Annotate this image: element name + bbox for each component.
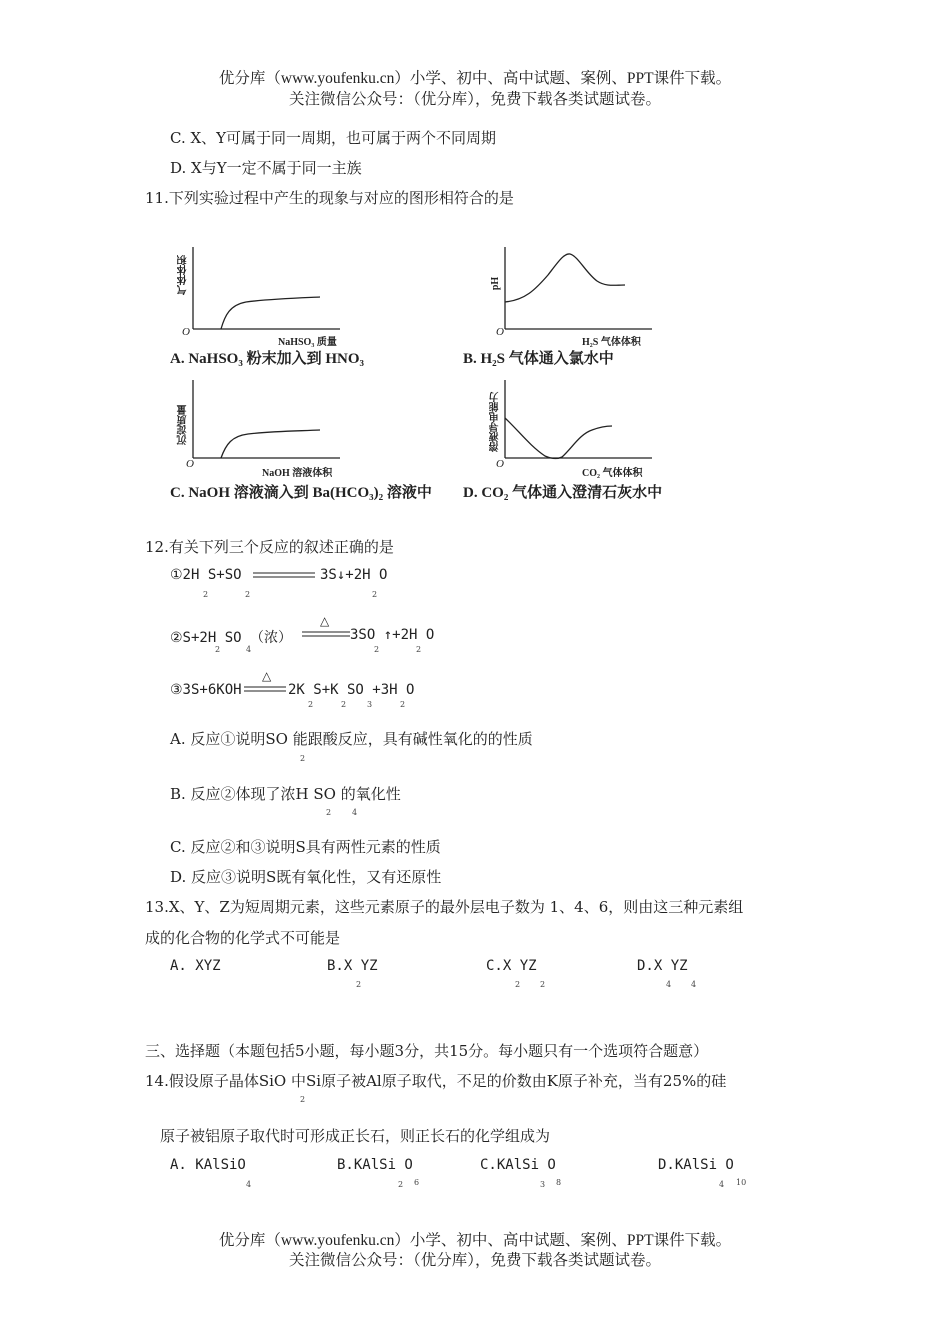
chart-c-caption: C. NaOH 溶液滴入到 Ba(HCO₃)₂ 溶液中 bbox=[170, 485, 432, 501]
q12-option-c: C. 反应②和③说明S具有两性元素的性质 bbox=[170, 838, 441, 856]
chart-c-ylabel: 沉淀质量 bbox=[178, 405, 189, 445]
chart-b-caption: B. H₂S 气体通入氯水中 bbox=[463, 351, 614, 367]
chart-b-xlabel: H₂S 气体体积 bbox=[582, 337, 641, 348]
footer-line-2: 关注微信公众号：（优分库），免费下载各类试题试卷。 bbox=[288, 1252, 661, 1269]
reaction-1-lhs: ①2H S+SO bbox=[170, 567, 242, 583]
reaction-2-sub-1: 2 bbox=[215, 645, 221, 654]
reaction-3-sub-2: 2 bbox=[341, 700, 347, 709]
section-3-title: 三、选择题（本题包括5小题，每小题3分，共15分。每小题只有一个选项符合题意） bbox=[145, 1042, 709, 1060]
q14-option-a: A. KAlSiO bbox=[170, 1157, 246, 1173]
reaction-1-equals bbox=[253, 571, 317, 581]
q12-option-a-sub: 2 bbox=[300, 754, 306, 763]
chart-b-curve bbox=[505, 254, 625, 302]
q14-option-b-sub-1: 2 bbox=[398, 1180, 404, 1189]
chart-d-curve bbox=[505, 418, 612, 458]
q14-option-d-sub-2: 10 bbox=[736, 1178, 747, 1187]
q13-stem-line-1: 13.X、Y、Z为短周期元素，这些元素原子的最外层电子数为 1、4、6，则由这三种元素组 bbox=[145, 898, 744, 916]
q13-option-d: D.X YZ bbox=[637, 958, 688, 974]
q13-option-b: B.X YZ bbox=[327, 958, 378, 974]
reaction-3-condition: △ bbox=[262, 669, 272, 683]
reaction-2-rhs: 3SO ↑+2H O bbox=[350, 627, 435, 643]
reaction-2-condition: △ bbox=[320, 614, 330, 628]
q13-option-b-sub: 2 bbox=[356, 980, 362, 989]
reaction-2-sub-2: 4 bbox=[246, 645, 252, 654]
q13-option-c-sub-2: 2 bbox=[540, 980, 546, 989]
q12-option-b-sub-2: 4 bbox=[352, 808, 358, 817]
q14-stem-line-2: 原子被铝原子取代时可形成正长石，则正长石的化学组成为 bbox=[160, 1127, 551, 1145]
chart-a-caption: A. NaHSO₃ 粉末加入到 HNO₃ bbox=[170, 351, 365, 367]
footer-line-1: 优分库（www.youfenku.cn）小学、初中、高中试题、案例、PPT课件下载。 bbox=[218, 1232, 732, 1249]
q14-option-c: C.KAlSi O bbox=[480, 1157, 556, 1173]
q12-option-b-sub-1: 2 bbox=[326, 808, 332, 817]
q14-stem-line-1: 14.假设原子晶体SiO 中Si原子被Al原子取代，不足的价数由K原子补充，当有25%的硅 bbox=[145, 1072, 727, 1090]
reaction-3-lhs: ③3S+6KOH bbox=[170, 682, 242, 698]
reaction-3-equals bbox=[244, 685, 288, 695]
q13-option-c-sub-1: 2 bbox=[515, 980, 521, 989]
reaction-1-sub-1: 2 bbox=[203, 590, 209, 599]
q11-stem: 11.下列实验过程中产生的现象与对应的图形相符合的是 bbox=[145, 189, 514, 207]
chart-b-ylabel: pH bbox=[490, 276, 502, 291]
q14-option-c-sub-1: 3 bbox=[540, 1180, 546, 1189]
reaction-2-lhs: ②S+2H SO （浓） bbox=[170, 630, 292, 646]
q14-option-d: D.KAlSi O bbox=[658, 1157, 734, 1173]
q10-option-d: D. X与Y一定不属于同一主族 bbox=[170, 159, 362, 177]
chart-d-xlabel: CO₂ 气体体积 bbox=[582, 468, 643, 479]
q12-option-b: B. 反应②体现了浓H SO 的氧化性 bbox=[170, 785, 401, 803]
q13-option-c: C.X YZ bbox=[486, 958, 537, 974]
reaction-2-equals bbox=[302, 630, 352, 640]
chart-c-origin: O bbox=[186, 458, 194, 470]
q14-option-b: B.KAlSi O bbox=[337, 1157, 413, 1173]
q14-option-b-sub-2: 6 bbox=[414, 1178, 420, 1187]
chart-d-svg bbox=[500, 378, 680, 478]
q10-option-c: C. X、Y可属于同一周期，也可属于两个不同周期 bbox=[170, 129, 497, 147]
q12-stem: 12.有关下列三个反应的叙述正确的是 bbox=[145, 538, 394, 556]
q12-option-a: A. 反应①说明SO 能跟酸反应，具有碱性氧化的的性质 bbox=[170, 730, 533, 748]
q13-stem-line-2: 成的化合物的化学式不可能是 bbox=[145, 929, 341, 947]
chart-c-svg bbox=[188, 378, 368, 478]
chart-d-origin: O bbox=[496, 458, 504, 470]
reaction-1-sub-2: 2 bbox=[245, 590, 251, 599]
reaction-2-sub-4: 2 bbox=[416, 645, 422, 654]
q13-option-a: A. XYZ bbox=[170, 958, 221, 974]
chart-d-ylabel: 溶液导电能力 bbox=[490, 392, 501, 452]
q14-stem-sub: 2 bbox=[300, 1095, 306, 1104]
reaction-3-rhs: 2K S+K SO +3H O bbox=[288, 682, 415, 698]
reaction-1-rhs: 3S↓+2H O bbox=[320, 567, 388, 583]
chart-a-xlabel: NaHSO₃ 质量 bbox=[278, 337, 337, 348]
q13-option-d-sub-1: 4 bbox=[666, 980, 672, 989]
chart-a-origin: O bbox=[182, 326, 190, 338]
chart-b-svg bbox=[500, 245, 680, 345]
q13-option-d-sub-2: 4 bbox=[691, 980, 697, 989]
header-line-2: 关注微信公众号：（优分库），免费下载各类试题试卷。 bbox=[288, 91, 661, 108]
reaction-1-sub-3: 2 bbox=[372, 590, 378, 599]
chart-a-curve bbox=[221, 297, 320, 329]
reaction-3-sub-1: 2 bbox=[308, 700, 314, 709]
chart-c-xlabel: NaOH 溶液体积 bbox=[262, 468, 333, 479]
chart-a-ylabel: 气体体积 bbox=[178, 255, 189, 295]
q12-option-d: D. 反应③说明S既有氧化性，又有还原性 bbox=[170, 868, 442, 886]
reaction-3-sub-4: 2 bbox=[400, 700, 406, 709]
reaction-3-sub-3: 3 bbox=[367, 700, 373, 709]
q14-option-c-sub-2: 8 bbox=[556, 1178, 562, 1187]
header-line-1: 优分库（www.youfenku.cn）小学、初中、高中试题、案例、PPT课件下载。 bbox=[218, 70, 732, 87]
q14-option-d-sub-1: 4 bbox=[719, 1180, 725, 1189]
q14-option-a-sub: 4 bbox=[246, 1180, 252, 1189]
reaction-2-sub-3: 2 bbox=[374, 645, 380, 654]
chart-c-curve bbox=[221, 430, 320, 458]
chart-a-svg bbox=[188, 245, 368, 345]
chart-b-origin: O bbox=[496, 326, 504, 338]
chart-d-caption: D. CO₂ 气体通入澄清石灰水中 bbox=[463, 485, 663, 501]
